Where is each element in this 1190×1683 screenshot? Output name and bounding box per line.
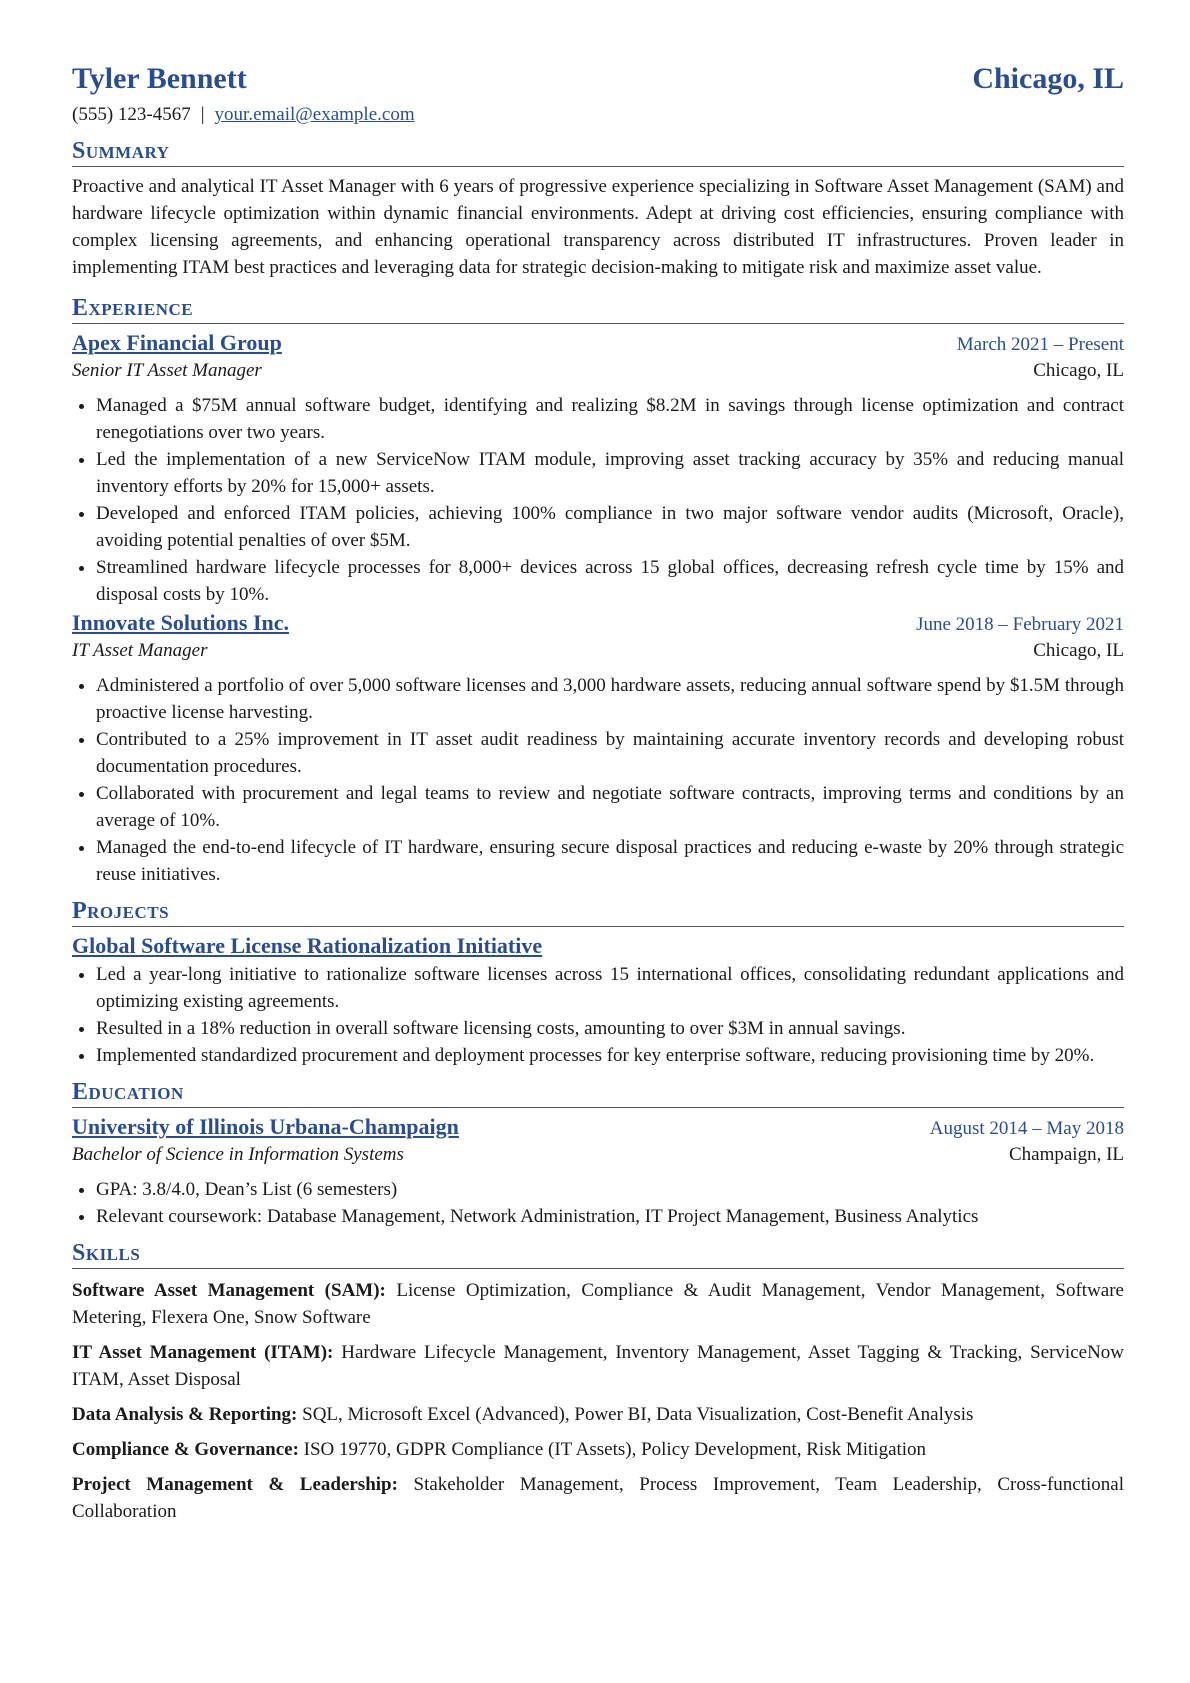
list-item: • Led the implementation of a new ServiceNow ITAM module, improving asset tracking accuracy by 35% and reducing manual inventory efforts by 20% for 15,000+ assets. <box>96 446 1124 500</box>
list-item: • Relevant coursework: Database Management, Network Administration, IT Project Management, Business Analytics <box>96 1203 1124 1230</box>
skill-group-items: Hardware Lifecycle Management, Inventory Management, Asset Tagging & Tracking, ServiceNow ITAM, Asset Disposal <box>72 1342 1125 1390</box>
list-item: • GPA: 3.8/4.0, Dean’s List (6 semesters) <box>96 1176 1124 1203</box>
skill-group <box>72 1436 1124 1463</box>
job-entry <box>72 610 1124 888</box>
skill-group <box>72 1401 1124 1428</box>
education-dates: August 2014 – May 2018 <box>929 1118 1124 1139</box>
list-item: • Contributed to a 25% improvement in IT asset audit readiness by maintaining accurate inventory records and developing robust documentation procedures. <box>96 726 1124 780</box>
skill-group <box>72 1471 1124 1525</box>
phone-number: (555) 123-4567 <box>72 104 191 125</box>
list-item: • Implemented standardized procurement and deployment processes for key enterprise software, reducing provisioning time by 20%. <box>96 1042 1124 1069</box>
skill-group-items: License Optimization, Compliance & Audit Management, Vendor Management, Software Metering, Flexera One, Snow Software <box>72 1280 1124 1328</box>
skill-group <box>72 1277 1124 1331</box>
project-bullets <box>72 961 1124 1069</box>
projects-section <box>72 898 1124 1069</box>
section-title-experience: Experience <box>72 295 1124 324</box>
job-bullets <box>72 392 1124 608</box>
section-title-summary: Summary <box>72 138 1124 167</box>
skill-group <box>72 1339 1124 1393</box>
education-entry <box>72 1114 1124 1230</box>
candidate-location: Chicago, IL <box>972 62 1124 95</box>
company-name[interactable]: Innovate Solutions Inc. <box>72 610 290 635</box>
skill-group-label: Software Asset Management (SAM): <box>72 1280 386 1301</box>
experience-section <box>72 295 1124 888</box>
job-dates: March 2021 – Present <box>956 334 1124 355</box>
company-name[interactable]: Apex Financial Group <box>72 330 282 355</box>
list-item: • Streamlined hardware lifecycle processes for 8,000+ devices across 15 global offices, decreasing refresh cycle time by 15% and disposal costs by 10%. <box>96 554 1124 608</box>
list-item: • Led a year-long initiative to rationalize software licenses across 15 international offices, consolidating redundant applications and optimizing existing agreements. <box>96 961 1124 1015</box>
section-title-projects: Projects <box>72 898 1124 927</box>
list-item: • Developed and enforced ITAM policies, achieving 100% compliance in two major software vendor audits (Microsoft, Oracle), avoiding potential penalties of over $5M. <box>96 500 1124 554</box>
list-item: • Managed the end-to-end lifecycle of IT hardware, ensuring secure disposal practices and reducing e-waste by 20% through strategic reuse initiatives. <box>96 834 1124 888</box>
job-entry <box>72 330 1124 608</box>
education-section <box>72 1079 1124 1230</box>
skill-group-items: ISO 19770, GDPR Compliance (IT Assets), Policy Development, Risk Mitigation <box>303 1439 927 1460</box>
candidate-name: Tyler Bennett <box>72 62 247 95</box>
list-item: • Managed a $75M annual software budget, identifying and realizing $8.2M in savings through license optimization and contract renegotiations over two years. <box>96 392 1124 446</box>
resume-page <box>72 62 1124 1525</box>
job-dates: June 2018 – February 2021 <box>916 614 1124 635</box>
job-location: Chicago, IL <box>1033 360 1124 381</box>
contact-separator: | <box>200 104 205 125</box>
section-title-education: Education <box>72 1079 1124 1108</box>
list-item: • Collaborated with procurement and legal teams to review and negotiate software contracts, improving terms and conditions by an average of 10%. <box>96 780 1124 834</box>
school-name[interactable]: University of Illinois Urbana-Champaign <box>72 1114 459 1139</box>
section-title-skills: Skills <box>72 1240 1124 1269</box>
skill-group-label: Compliance & Governance: <box>72 1439 299 1460</box>
project-name[interactable]: Global Software License Rationalization Initiative <box>72 933 543 958</box>
skill-group-label: Project Management & Leadership: <box>72 1474 398 1495</box>
summary-text: Proactive and analytical IT Asset Manager with 6 years of progressive experience specializing in Software Asset Management (SAM) and hardware lifecycle optimization within dynamic financial environments. Adept at driving cost efficiencies, ensuring compliance with complex licensing agreements, and enhancing operational transparency across distributed IT infrastructures. Proven leader in implementing ITAM best practices and leveraging data for strategic decision-making to mitigate risk and maximize asset value. <box>72 176 1124 278</box>
summary-section <box>72 138 1124 281</box>
list-item: • Administered a portfolio of over 5,000 software licenses and 3,000 hardware assets, reducing annual software spend by $1.5M through proactive license harvesting. <box>96 672 1124 726</box>
email-link[interactable]: your.email@example.com <box>214 104 415 125</box>
list-item: • Resulted in a 18% reduction in overall software licensing costs, amounting to over $3M in annual savings. <box>96 1015 1124 1042</box>
contact-line <box>72 104 1124 126</box>
job-title: Senior IT Asset Manager <box>72 360 262 381</box>
job-location: Chicago, IL <box>1033 640 1124 661</box>
degree-name: Bachelor of Science in Information Systems <box>72 1144 404 1165</box>
school-location: Champaign, IL <box>1008 1144 1124 1165</box>
skill-group-items: SQL, Microsoft Excel (Advanced), Power BI, Data Visualization, Cost-Benefit Analysis <box>302 1404 974 1425</box>
skill-group-label: IT Asset Management (ITAM): <box>72 1342 334 1363</box>
resume-header <box>72 62 1124 96</box>
job-title: IT Asset Manager <box>72 640 208 661</box>
education-bullets <box>72 1176 1124 1230</box>
skill-group-items: Stakeholder Management, Process Improvement, Team Leadership, Cross-functional Collaboration <box>72 1474 1124 1522</box>
project-entry <box>72 933 1124 1069</box>
skill-group-label: Data Analysis & Reporting: <box>72 1404 298 1425</box>
job-bullets <box>72 672 1124 888</box>
skills-section <box>72 1240 1124 1525</box>
